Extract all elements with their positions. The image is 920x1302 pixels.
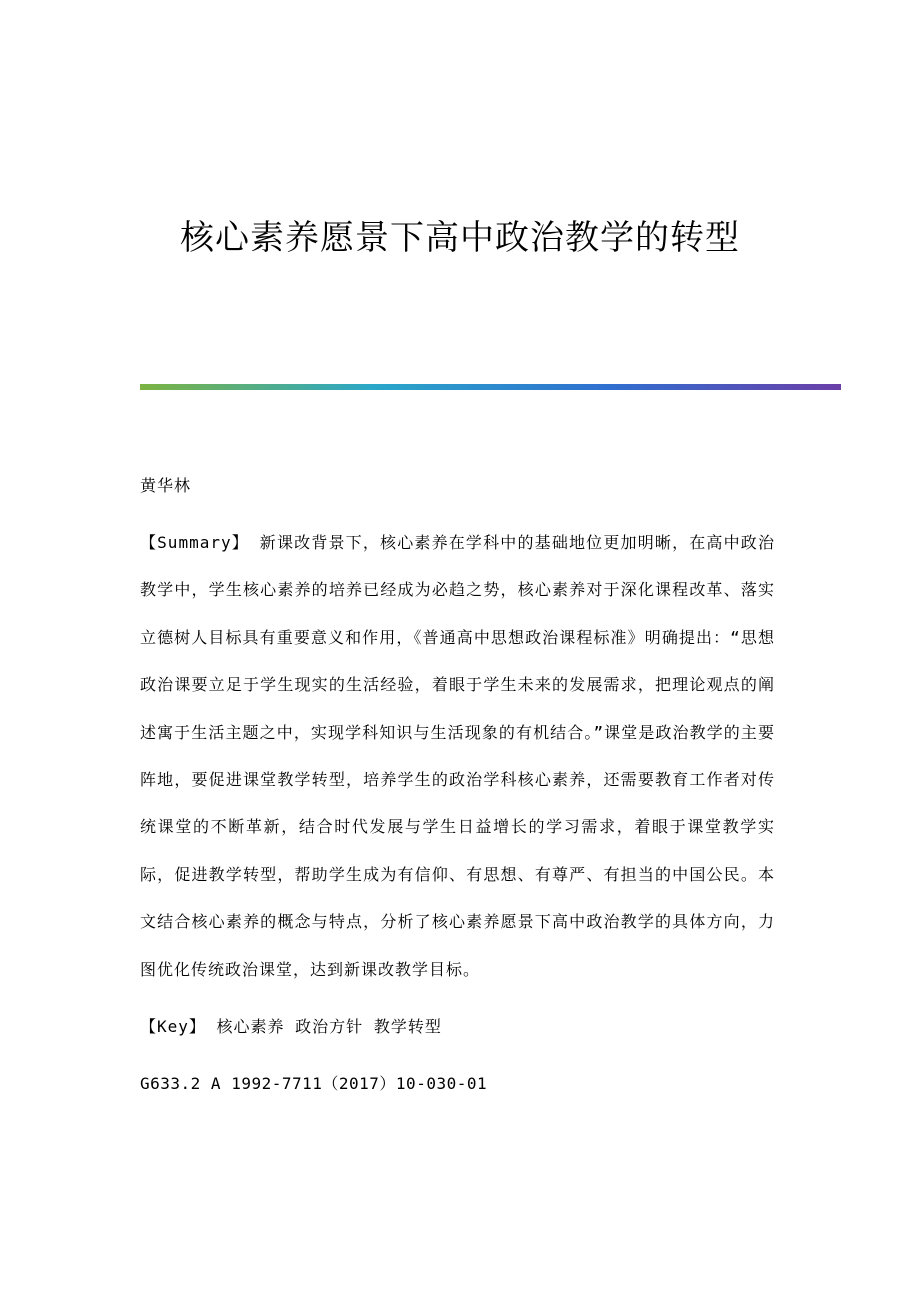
classification-code: G633.2 A 1992-7711（2017）10-030-01	[140, 1074, 488, 1094]
document-body	[140, 462, 775, 1108]
summary-paragraph	[140, 519, 775, 993]
author-name: 黄华林	[140, 476, 192, 495]
keywords-text: 核心素养 政治方针 教学转型	[216, 1017, 442, 1037]
keywords-line	[140, 1003, 775, 1051]
document-title: 核心素养愿景下高中政治教学的转型	[180, 218, 740, 258]
summary-label: 【Summary】	[140, 533, 249, 552]
keywords-label: 【Key】	[140, 1017, 206, 1037]
summary-text: 新课改背景下，核心素养在学科中的基础地位更加明晰，在高中政治教学中，学生核心素养的培养已经成为必趋之势，核心素养对于深化课程改革、落实立德树人目标具有重要意义和作用，《普通高中思想政治课程标准》明确提出：“思想政治课要立足于学生现实的生活经验，着眼于学生未来的发展需求，把理论观点的阐述寓于生活主题之中，实现学科知识与生活现象的有机结合。”课堂是政治教学的主要阵地，要促进课堂教学转型，培养学生的政治学科核心素养，还需要教育工作者对传统课堂的不断革新，结合时代发展与学生日益增长的学习需求，着眼于课堂教学实际，促进教学转型，帮助学生成为有信仰、有思想、有尊严、有担当的中国公民。本文结合核心素养的概念与特点，分析了核心素养愿景下高中政治教学的具体方向，力图优化传统政治课堂，达到新课改教学目标。	[140, 533, 775, 979]
title-divider-rule	[140, 384, 841, 390]
